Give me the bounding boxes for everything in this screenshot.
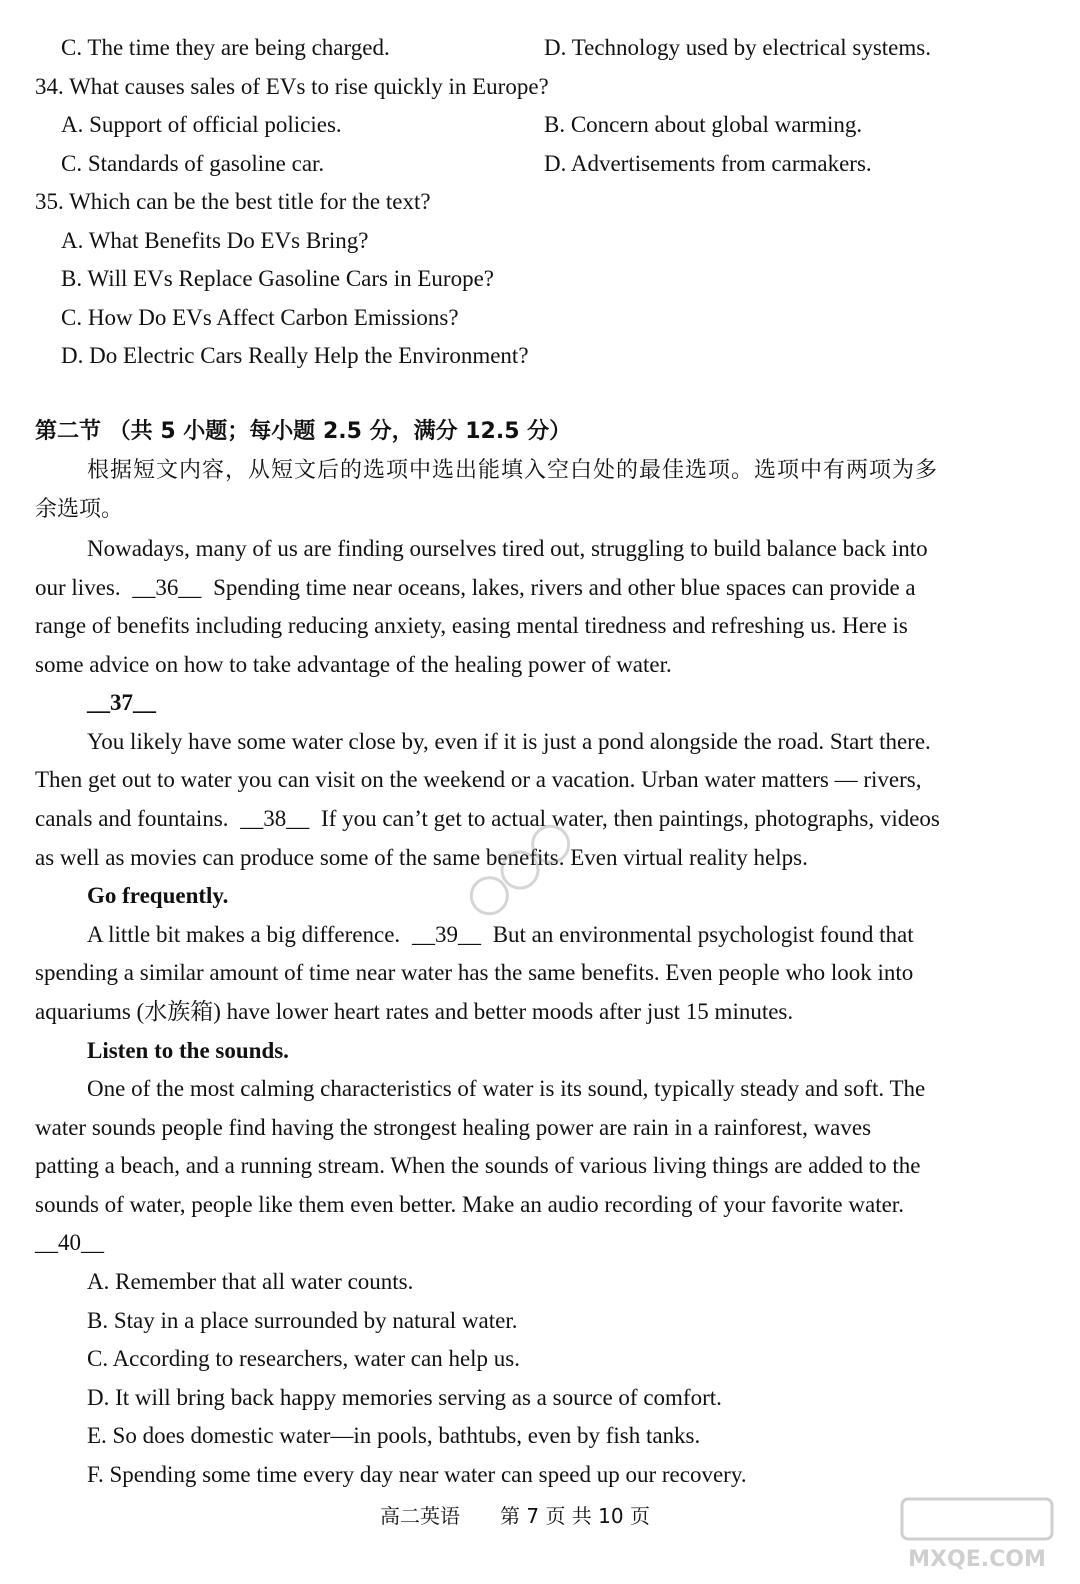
passage-p4-line1: One of the most calming characteristics of water is its sound, typically steady and soft. The — [87, 1076, 926, 1101]
passage-p2-line2: Then get out to water you can visit on the weekend or a vacation. Urban water matters — rivers, — [35, 767, 922, 792]
site-logo-watermark-icon — [892, 1494, 1062, 1574]
subheading-listen-sounds: Listen to the sounds. — [87, 1038, 289, 1063]
blank-40: __40__ — [35, 1230, 104, 1255]
q34-option-c: C. Standards of gasoline car. — [61, 151, 325, 176]
q33-option-d: D. Technology used by electrical systems. — [544, 35, 931, 60]
blank-36: __36__ — [132, 575, 202, 600]
page-footer: 高二英语 第 7 页 共 10 页 — [380, 1504, 650, 1528]
q33-option-c: C. The time they are being charged. — [61, 35, 390, 60]
text: Spending time near oceans, lakes, rivers and other blue spaces can provide a — [213, 575, 916, 600]
watermark-text: MXQE.COM — [908, 1547, 1046, 1572]
watermark-stamp-icon — [420, 770, 620, 970]
q34-option-b: B. Concern about global warming. — [544, 112, 863, 137]
subheading-go-frequently: Go frequently. — [87, 883, 229, 908]
passage-p1-line3: range of benefits including reducing anxiety, easing mental tiredness and refreshing us. Here is — [35, 613, 908, 638]
option-e: E. So does domestic water—in pools, bathtubs, even by fish tanks. — [87, 1423, 701, 1448]
q34-option-a: A. Support of official policies. — [61, 112, 342, 137]
q35-stem: 35. Which can be the best title for the text? — [35, 189, 431, 214]
passage-p2-line4: as well as movies can produce some of the same benefits. Even virtual reality helps. — [35, 845, 808, 870]
text: If you can’t get to actual water, then paintings, photographs, videos — [321, 806, 940, 831]
passage-p1-line1 — [87, 534, 1035, 564]
passage-p1-line2 — [35, 573, 1035, 603]
q34-stem: 34. What causes sales of EVs to rise quickly in Europe? — [35, 74, 549, 99]
blank-39: __39__ — [411, 922, 481, 947]
passage-p4-line2: water sounds people find having the strongest healing power are rain in a rainforest, waves — [35, 1115, 872, 1140]
blank-38: __38__ — [240, 806, 310, 831]
text: our lives. — [35, 575, 121, 600]
option-c: C. According to researchers, water can help us. — [87, 1346, 521, 1371]
q34-option-d: D. Advertisements from carmakers. — [544, 151, 872, 176]
q35-option-d: D. Do Electric Cars Really Help the Environment? — [61, 343, 529, 368]
option-d: D. It will bring back happy memories serving as a source of comfort. — [87, 1385, 722, 1410]
q35-option-c: C. How Do EVs Affect Carbon Emissions? — [61, 305, 459, 330]
option-f: F. Spending some time every day near water can speed up our recovery. — [87, 1462, 747, 1487]
passage-p4-line3: patting a beach, and a running stream. When the sounds of various living things are added to the — [35, 1153, 921, 1178]
passage-p2-line1: You likely have some water close by, even if it is just a pond alongside the road. Start there. — [87, 729, 931, 754]
blank-37: __37__ — [87, 690, 156, 715]
section-instruction-line2: 余选项。 — [35, 497, 124, 522]
q35-option-b: B. Will EVs Replace Gasoline Cars in Europe? — [61, 266, 494, 291]
text: A little bit makes a big difference. — [87, 922, 401, 947]
text: But an environmental psychologist found that — [492, 922, 914, 947]
passage-p1-line4: some advice on how to take advantage of the healing power of water. — [35, 652, 672, 677]
option-b: B. Stay in a place surrounded by natural water. — [87, 1308, 518, 1333]
text: Nowadays, many of us are finding ourselves tired out, struggling to build balance back into — [87, 536, 928, 561]
section-instruction-line1: 根据短文内容，从短文后的选项中选出能填入空白处的最佳选项。选项中有两项为多 — [87, 458, 939, 483]
q35-option-a: A. What Benefits Do EVs Bring? — [61, 228, 369, 253]
passage-p4-line4: sounds of water, people like them even better. Make an audio recording of your favorite water. — [35, 1192, 904, 1217]
passage-p3-line3: aquariums (水族箱) have lower heart rates and better moods after just 15 minutes. — [35, 999, 794, 1024]
option-a: A. Remember that all water counts. — [87, 1269, 414, 1294]
section-heading: 第二节 （共 5 小题；每小题 2.5 分，满分 12.5 分） — [35, 419, 572, 444]
text: canals and fountains. — [35, 806, 229, 831]
passage-p3-line2: spending a similar amount of time near water has the same benefits. Even people who look into — [35, 960, 914, 985]
